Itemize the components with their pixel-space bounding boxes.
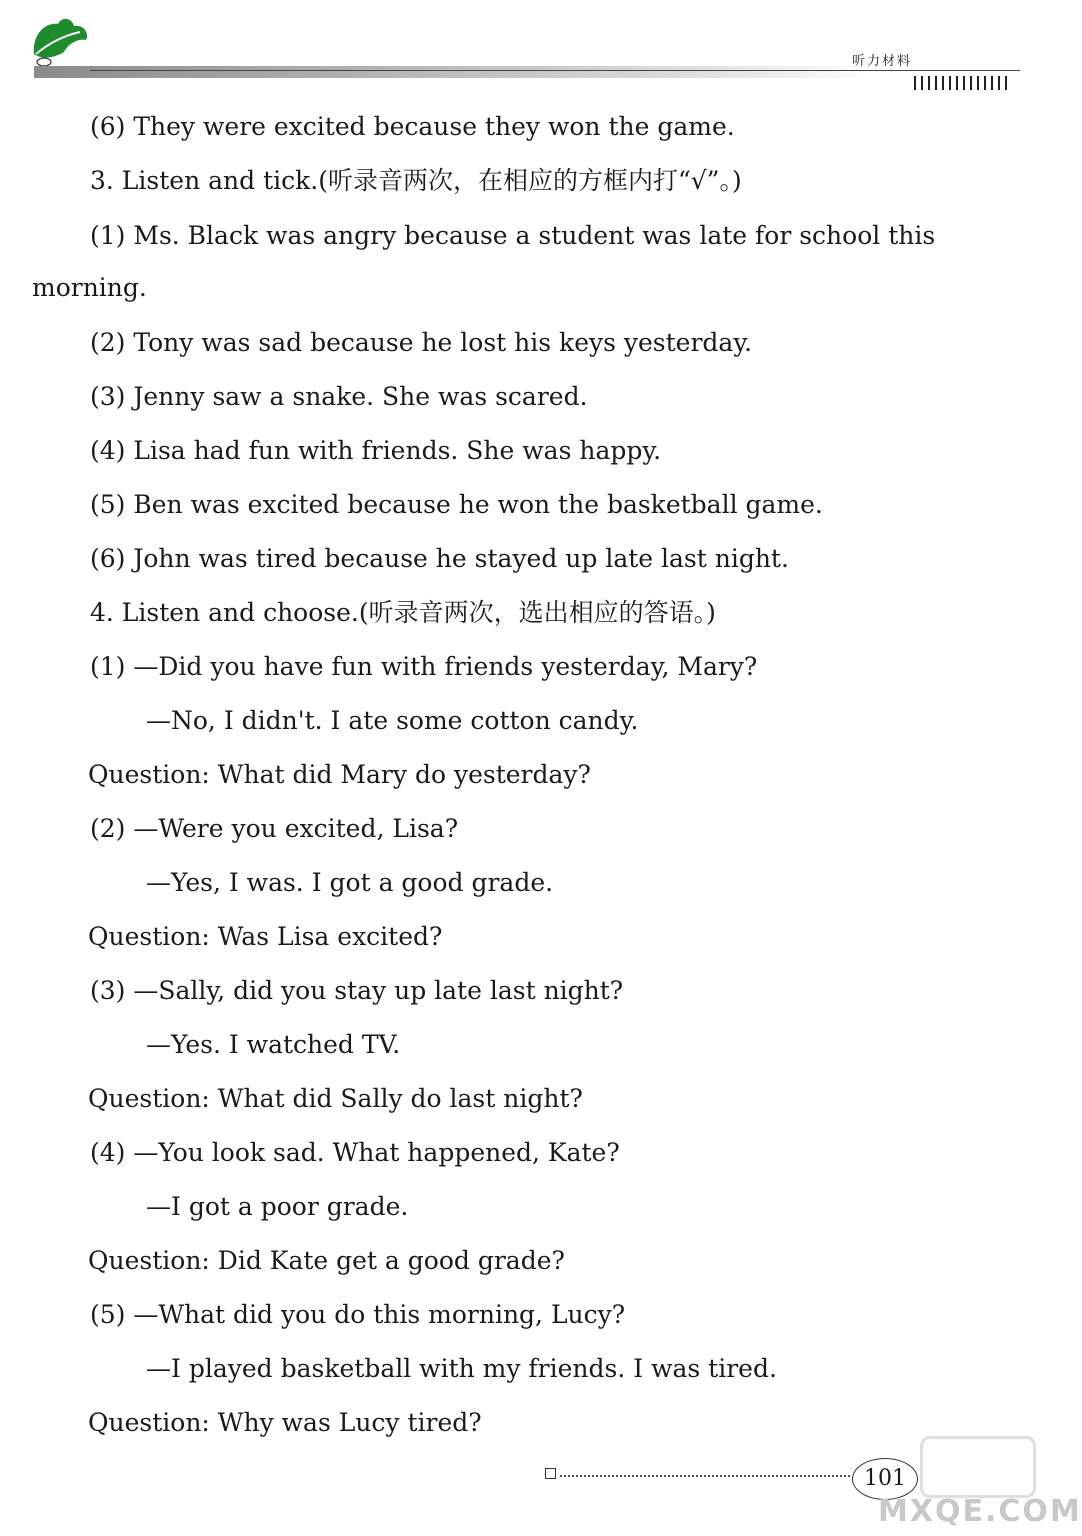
text-line: (5) Ben was excited because he won the basketball game.	[90, 490, 823, 519]
question-line: Question: Why was Lucy tired?	[88, 1408, 482, 1437]
dialogue-reply: —I got a poor grade.	[146, 1192, 409, 1221]
text-line: (6) John was tired because he stayed up late last night.	[90, 544, 789, 573]
dialogue-reply: —I played basketball with my friends. I was tired.	[146, 1354, 777, 1383]
dialogue-line: (3) —Sally, did you stay up late last night?	[90, 976, 624, 1005]
text-line: (4) Lisa had fun with friends. She was happy.	[90, 436, 662, 465]
watermark-stamp-icon	[920, 1436, 1036, 1498]
footer-square-icon	[545, 1468, 556, 1479]
dialogue-line: (5) —What did you do this morning, Lucy?	[90, 1300, 626, 1329]
dialogue-reply: —Yes. I watched TV.	[146, 1030, 401, 1059]
text-line: (3) Jenny saw a snake. She was scared.	[90, 382, 588, 411]
text-line: (1) Ms. Black was angry because a student was late for school this	[90, 221, 936, 250]
page-number: 101	[852, 1458, 918, 1500]
watermark-text: MXQE.COM	[878, 1494, 1082, 1529]
section-heading: 3. Listen and tick.(听录音两次，在相应的方框内打“√”。)	[90, 166, 742, 195]
text-line: (2) Tony was sad because he lost his keys yesterday.	[90, 328, 753, 357]
text-line: morning.	[32, 273, 147, 302]
dialogue-reply: —Yes, I was. I got a good grade.	[146, 868, 554, 897]
question-line: Question: What did Sally do last night?	[88, 1084, 583, 1113]
section-heading: 4. Listen and choose.(听录音两次，选出相应的答语。)	[90, 598, 716, 627]
dialogue-line: (2) —Were you excited, Lisa?	[90, 814, 459, 843]
dialogue-line: (4) —You look sad. What happened, Kate?	[90, 1138, 620, 1167]
question-line: Question: What did Mary do yesterday?	[88, 760, 591, 789]
text-line: (6) They were excited because they won the game.	[90, 112, 735, 141]
footer-dotted-rule	[560, 1475, 850, 1477]
section-label: 听力材料	[852, 54, 913, 69]
dialogue-line: (1) —Did you have fun with friends yesterday, Mary?	[90, 652, 758, 681]
question-line: Question: Was Lisa excited?	[88, 922, 443, 951]
dialogue-reply: —No, I didn't. I ate some cotton candy.	[146, 706, 639, 735]
question-line: Question: Did Kate get a good grade?	[88, 1246, 565, 1275]
